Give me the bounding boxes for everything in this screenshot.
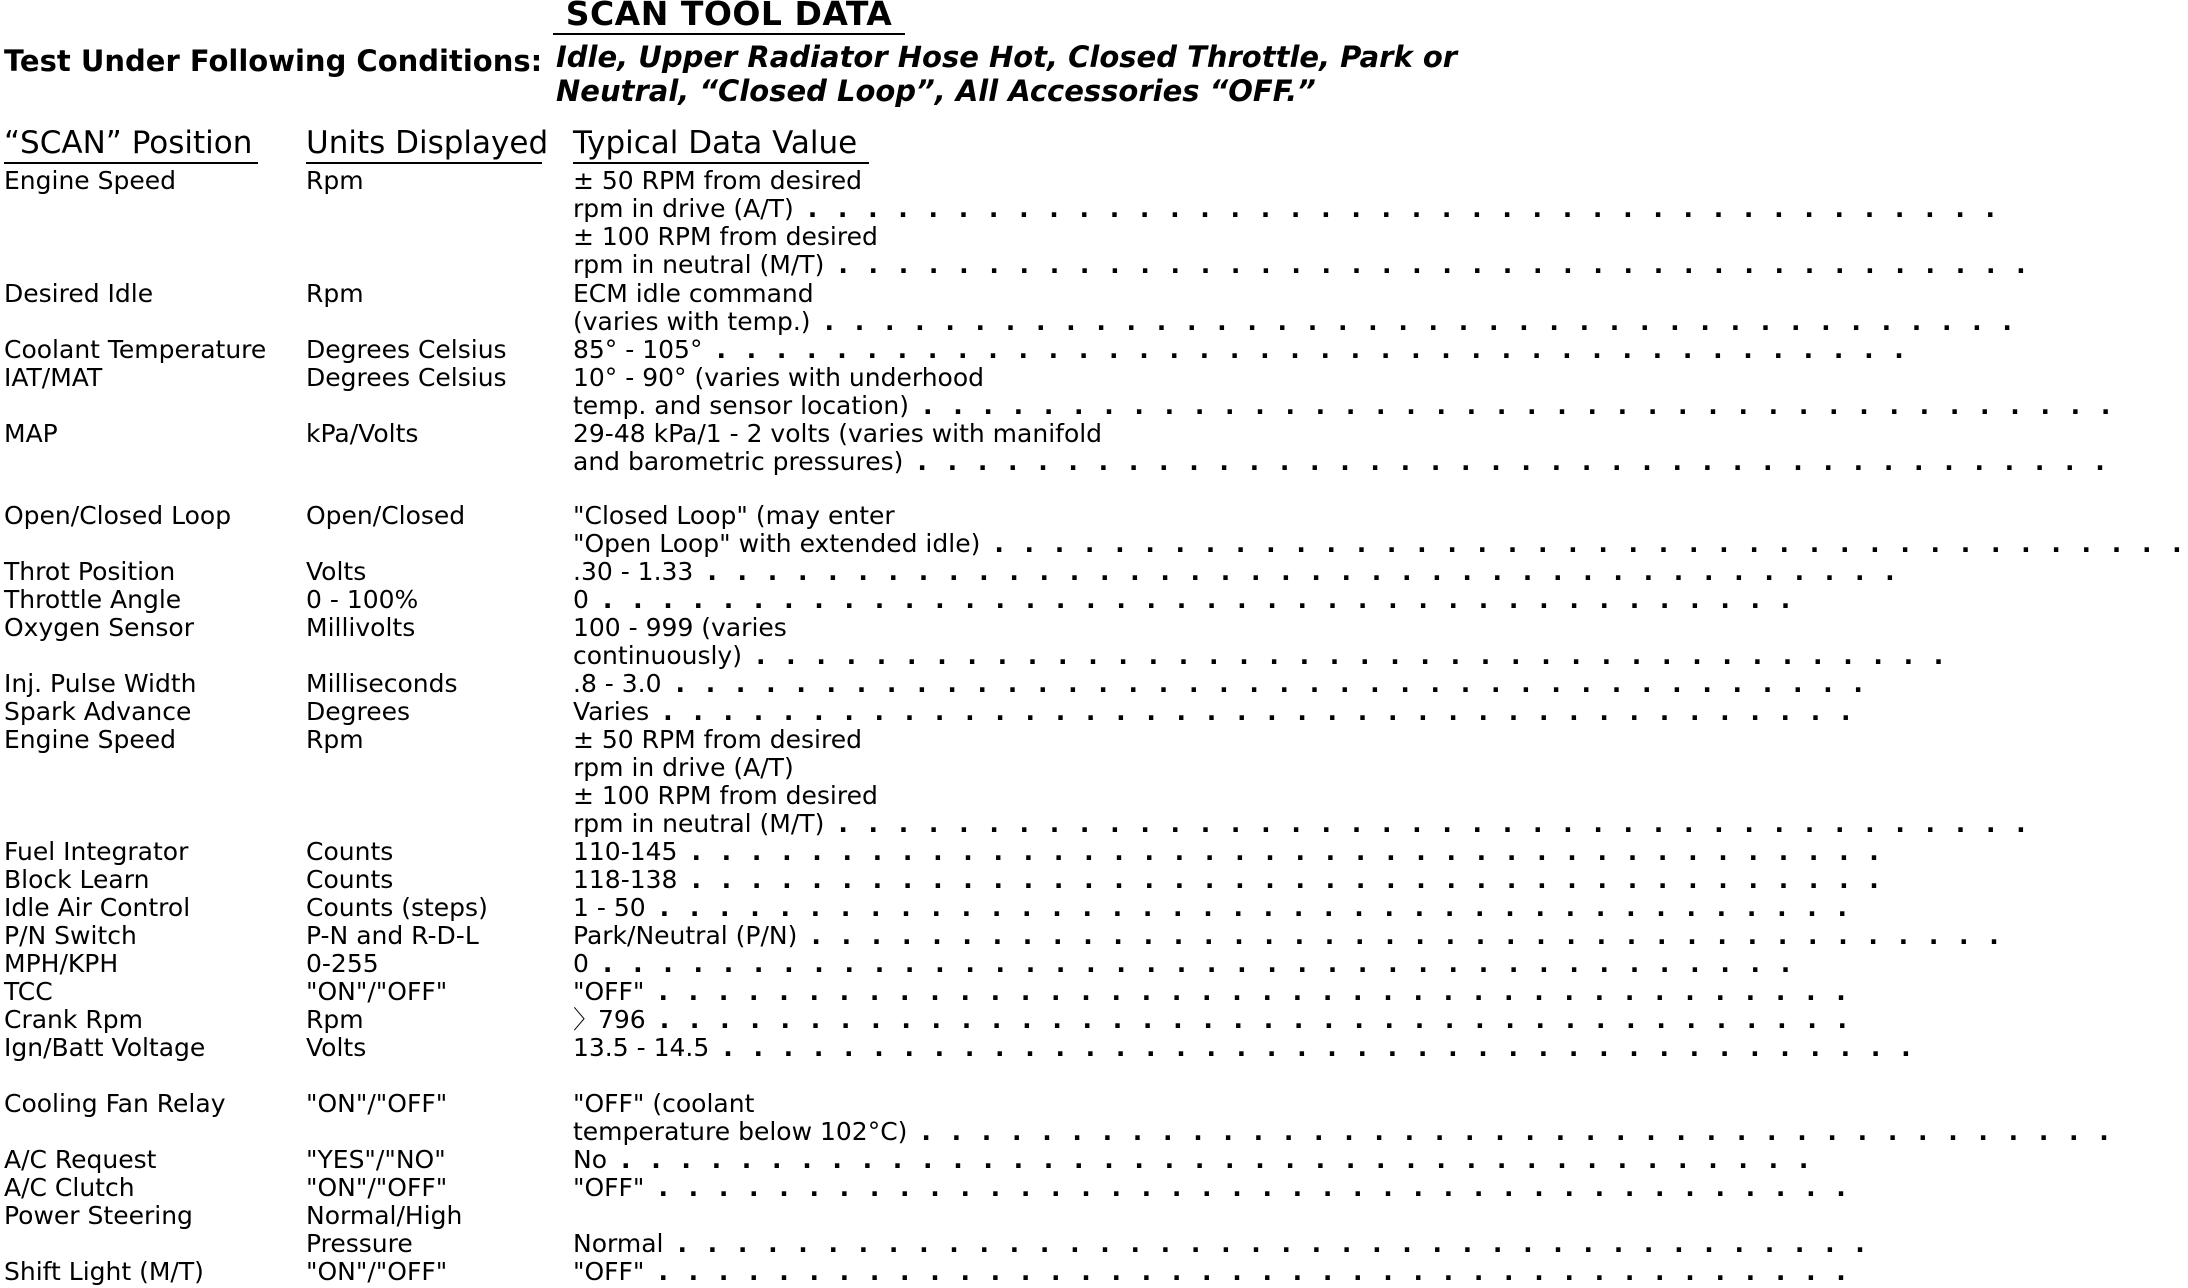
- typical-value-line: [573, 557, 1901, 586]
- dot-leader: . . . . . . . . . . . . . . . . . . . . . . . . . . . . . . . . . . . . . . . .: [807, 194, 2002, 223]
- units-displayed: Degrees: [306, 697, 411, 726]
- dot-leader: . . . . . . . . . . . . . . . . . . . . . . . . . . . . . . . . . . . . . . . .: [917, 447, 2111, 476]
- units-displayed: Counts: [306, 865, 394, 894]
- scan-position: Coolant Temperature: [4, 335, 267, 364]
- typical-value-line: [573, 782, 1118, 810]
- typical-value-line: [573, 1257, 1852, 1286]
- typical-value-line: [573, 949, 1797, 978]
- value-text: No: [573, 1145, 607, 1174]
- scan-position: IAT/MAT: [4, 363, 103, 392]
- typical-value-line: [573, 223, 1118, 251]
- typical-value-line: [573, 194, 2002, 223]
- dot-leader: . . . . . . . . . . . . . . . . . . . . . . . . . . . . . . . . . . . . . . . .: [621, 1145, 1815, 1174]
- value-text: continuously): [573, 641, 742, 670]
- typical-value-line: [573, 726, 1118, 754]
- typical-value-line: [573, 809, 2032, 838]
- units-displayed: "ON"/"OFF": [306, 1173, 448, 1202]
- dot-leader: . . . . . . . . . . . . . . . . . . . . . . . . . . . . . . . . . . . . . . . .: [691, 865, 1885, 894]
- value-text: .8 - 3.0: [573, 669, 662, 698]
- dot-leader: . . . . . . . . . . . . . . . . . . . . . . . . . . . . . . . . . . . . . . . .: [994, 529, 2188, 558]
- typical-value-line: [573, 641, 1950, 670]
- typical-value-line: [573, 1173, 1852, 1202]
- units-displayed: Pressure: [306, 1229, 413, 1258]
- typical-value: [573, 921, 2005, 950]
- scan-position: Cooling Fan Relay: [4, 1089, 226, 1118]
- typical-value-line: [573, 614, 1118, 642]
- scan-position: Ign/Batt Voltage: [4, 1033, 206, 1062]
- scan-position: Oxygen Sensor: [4, 613, 195, 642]
- value-text: (varies with temp.): [573, 307, 811, 336]
- column-header-value: Typical Data Value: [573, 126, 869, 164]
- typical-value-line: [573, 1145, 1815, 1174]
- typical-value-line: [573, 754, 1118, 782]
- scan-position: Shift Light (M/T): [4, 1257, 204, 1286]
- typical-value: [573, 585, 1797, 614]
- dot-leader: . . . . . . . . . . . . . . . . . . . . . . . . . . . . . . . . . . . . . . . .: [923, 391, 2117, 420]
- typical-value-line: [573, 1117, 2115, 1146]
- typical-value-line: [573, 307, 2018, 336]
- dot-leader: . . . . . . . . . . . . . . . . . . . . . . . . . . . . . . . . . . . . . . . .: [716, 335, 1910, 364]
- typical-value: [573, 557, 1901, 586]
- value-text: "OFF": [573, 1173, 645, 1202]
- dot-leader: . . . . . . . . . . . . . . . . . . . . . . . . . . . . . . . . . . . . . . . .: [691, 837, 1885, 866]
- typical-value-line: [573, 837, 1885, 866]
- value-text: rpm in drive (A/T): [573, 194, 794, 223]
- typical-value: [573, 419, 2111, 476]
- scan-position: Inj. Pulse Width: [4, 669, 197, 698]
- dot-leader: . . . . . . . . . . . . . . . . . . . . . . . . . . . . . . . . . . . . . . . .: [707, 557, 1901, 586]
- dot-leader: . . . . . . . . . . . . . . . . . . . . . . . . . . . . . . . . . . . . . . . .: [658, 1173, 1852, 1202]
- value-text: temperature below 102°C): [573, 1117, 908, 1146]
- scan-position: TCC: [4, 977, 53, 1006]
- typical-value: [573, 1173, 1852, 1202]
- dot-leader: . . . . . . . . . . . . . . . . . . . . . . . . . . . . . . . . . . . . . . . .: [921, 1117, 2115, 1146]
- typical-value: [573, 363, 2117, 420]
- scan-position: Open/Closed Loop: [4, 501, 232, 530]
- typical-value-line: [573, 865, 1885, 894]
- value-text: 100 - 999 (varies: [573, 613, 787, 642]
- typical-value-line: [573, 335, 1910, 364]
- value-text: 118-138: [573, 865, 678, 894]
- value-text: .30 - 1.33: [573, 557, 694, 586]
- scan-position: Fuel Integrator: [4, 837, 189, 866]
- units-displayed: Open/Closed: [306, 501, 466, 530]
- scan-position: P/N Switch: [4, 921, 137, 950]
- typical-value-line: [573, 893, 1853, 922]
- units-displayed: Rpm: [306, 1005, 364, 1034]
- typical-value: [573, 613, 1950, 670]
- value-text: 110-145: [573, 837, 678, 866]
- typical-value-line: [573, 250, 2032, 279]
- value-text: "OFF": [573, 977, 645, 1006]
- typical-value: [573, 1005, 1854, 1034]
- typical-value: [573, 166, 2032, 279]
- dot-leader: . . . . . . . . . . . . . . . . . . . . . . . . . . . . . . . . . . . . . . . .: [838, 250, 2032, 279]
- units-displayed: "ON"/"OFF": [306, 977, 448, 1006]
- value-text: rpm in neutral (M/T): [573, 250, 825, 279]
- units-displayed: Counts (steps): [306, 893, 488, 922]
- value-text: rpm in drive (A/T): [573, 753, 794, 782]
- units-displayed: Rpm: [306, 166, 364, 195]
- value-text: ECM idle command: [573, 279, 814, 308]
- scan-position: Block Learn: [4, 865, 150, 894]
- value-text: "OFF": [573, 1257, 645, 1286]
- units-displayed: 0-255: [306, 949, 379, 978]
- typical-value: [573, 949, 1797, 978]
- units-displayed: Rpm: [306, 279, 364, 308]
- value-text: 85° - 105°: [573, 335, 703, 364]
- typical-value: [573, 837, 1885, 866]
- typical-value-line: [573, 697, 1857, 726]
- scan-position: Crank Rpm: [4, 1005, 143, 1034]
- value-text: 29-48 kPa/1 - 2 volts (varies with manifold: [573, 419, 1103, 448]
- value-text: "OFF" (coolant: [573, 1089, 755, 1118]
- scan-position: Throttle Angle: [4, 585, 182, 614]
- units-displayed: Counts: [306, 837, 394, 866]
- scan-position: Idle Air Control: [4, 893, 191, 922]
- typical-value-line: [573, 1033, 1917, 1062]
- typical-value-line: [573, 447, 2111, 476]
- scan-position: A/C Clutch: [4, 1173, 135, 1202]
- typical-value: [573, 725, 2032, 838]
- value-text: 0: [573, 949, 589, 978]
- typical-value-line: [573, 167, 1118, 195]
- dot-leader: . . . . . . . . . . . . . . . . . . . . . . . . . . . . . . . . . . . . . . . .: [659, 893, 1853, 922]
- typical-value-line: [573, 529, 2188, 558]
- typical-value: [573, 1145, 1815, 1174]
- value-text: rpm in neutral (M/T): [573, 809, 825, 838]
- dot-leader: . . . . . . . . . . . . . . . . . . . . . . . . . . . . . . . . . . . . . . . .: [755, 641, 1950, 670]
- typical-value-line: [573, 669, 1869, 698]
- dot-leader: . . . . . . . . . . . . . . . . . . . . . . . . . . . . . . . . . . . . . . . .: [811, 921, 2005, 950]
- dot-leader: . . . . . . . . . . . . . . . . . . . . . . . . . . . . . . . . . . . . . . . .: [677, 1229, 1871, 1258]
- value-text: temp. and sensor location): [573, 391, 910, 420]
- units-displayed: P-N and R-D-L: [306, 921, 479, 950]
- units-displayed: Volts: [306, 1033, 367, 1062]
- scan-position: Engine Speed: [4, 725, 176, 754]
- typical-value-line: [573, 502, 1118, 530]
- units-displayed: Rpm: [306, 725, 364, 754]
- typical-value: [573, 279, 2018, 336]
- value-text: ± 50 RPM from desired: [573, 725, 862, 754]
- scan-position: Power Steering: [4, 1201, 193, 1230]
- conditions-label: Test Under Following Conditions:: [4, 44, 543, 78]
- scan-position: MAP: [4, 419, 58, 448]
- dot-leader: . . . . . . . . . . . . . . . . . . . . . . . . . . . . . . . . . . . . . . . .: [658, 1257, 1852, 1286]
- value-text: and barometric pressures): [573, 447, 904, 476]
- value-text: ± 100 RPM from desired: [573, 781, 878, 810]
- value-text: ± 100 RPM from desired: [573, 222, 878, 251]
- value-text: 0: [573, 585, 589, 614]
- dot-leader: . . . . . . . . . . . . . . . . . . . . . . . . . . . . . . . . . . . . . . . .: [658, 977, 1852, 1006]
- units-displayed: "YES"/"NO": [306, 1145, 446, 1174]
- typical-value-line: [573, 280, 1118, 308]
- typical-value: [573, 893, 1853, 922]
- value-text: 13.5 - 14.5: [573, 1033, 710, 1062]
- typical-value-line: [573, 1005, 1854, 1034]
- units-displayed: 0 - 100%: [306, 585, 419, 614]
- scan-position: A/C Request: [4, 1145, 157, 1174]
- value-text: Varies: [573, 697, 650, 726]
- typical-value: [573, 501, 2188, 558]
- scan-position: Desired Idle: [4, 279, 154, 308]
- typical-value: [573, 865, 1885, 894]
- typical-value-line: [573, 391, 2117, 420]
- value-text: Park/Neutral (P/N): [573, 921, 798, 950]
- units-displayed: Millivolts: [306, 613, 416, 642]
- typical-value: [573, 977, 1852, 1006]
- scan-position: MPH/KPH: [4, 949, 119, 978]
- typical-value-line: [573, 1090, 1118, 1118]
- scan-position: Throt Position: [4, 557, 176, 586]
- dot-leader: . . . . . . . . . . . . . . . . . . . . . . . . . . . . . . . . . . . . . . . .: [824, 307, 2018, 336]
- dot-leader: . . . . . . . . . . . . . . . . . . . . . . . . . . . . . . . . . . . . . . . .: [723, 1033, 1917, 1062]
- dot-leader: . . . . . . . . . . . . . . . . . . . . . . . . . . . . . . . . . . . . . . . .: [675, 669, 1869, 698]
- scan-position: Engine Speed: [4, 166, 176, 195]
- typical-value-line: [573, 977, 1852, 1006]
- units-displayed: Milliseconds: [306, 669, 458, 698]
- typical-value: [573, 335, 1910, 364]
- typical-value: [573, 1229, 1871, 1258]
- units-displayed: Volts: [306, 557, 367, 586]
- page-title: SCAN TOOL DATA: [553, 0, 905, 35]
- units-displayed: "ON"/"OFF": [306, 1089, 448, 1118]
- value-text: ± 50 RPM from desired: [573, 166, 862, 195]
- typical-value: [573, 1089, 2115, 1146]
- typical-value: [573, 669, 1869, 698]
- typical-value-line: [573, 364, 1118, 392]
- typical-value-line: [573, 1229, 1871, 1258]
- typical-value: [573, 1202, 1118, 1230]
- column-header-position: “SCAN” Position: [4, 126, 258, 164]
- typical-value: [573, 1257, 1852, 1286]
- typical-value: [573, 697, 1857, 726]
- dot-leader: . . . . . . . . . . . . . . . . . . . . . . . . . . . . . . . . . . . . . . . .: [659, 1005, 1854, 1034]
- typical-value-line: [573, 1202, 1118, 1230]
- value-text: "Open Loop" with extended idle): [573, 529, 981, 558]
- dot-leader: . . . . . . . . . . . . . . . . . . . . . . . . . . . . . . . . . . . . . . . .: [838, 809, 2032, 838]
- typical-value: [573, 1033, 1917, 1062]
- value-text: 10° - 90° (varies with underhood: [573, 363, 984, 392]
- value-text: 1 - 50: [573, 893, 646, 922]
- value-text: Normal: [573, 1229, 664, 1258]
- typical-value-line: [573, 921, 2005, 950]
- conditions-text: Idle, Upper Radiator Hose Hot, Closed Throttle, Park or Neutral, “Closed Loop”, All Accessories “OFF.”: [556, 40, 1458, 108]
- value-text: "Closed Loop" (may enter: [573, 501, 895, 530]
- units-displayed: Normal/High: [306, 1201, 463, 1230]
- units-displayed: "ON"/"OFF": [306, 1257, 448, 1286]
- dot-leader: . . . . . . . . . . . . . . . . . . . . . . . . . . . . . . . . . . . . . . . .: [663, 697, 1857, 726]
- typical-value-line: [573, 585, 1797, 614]
- units-displayed: Degrees Celsius: [306, 363, 507, 392]
- units-displayed: Degrees Celsius: [306, 335, 507, 364]
- scan-position: Spark Advance: [4, 697, 192, 726]
- dot-leader: . . . . . . . . . . . . . . . . . . . . . . . . . . . . . . . . . . . . . . . .: [602, 585, 1797, 614]
- value-text: 〉796: [573, 1005, 646, 1034]
- typical-value-line: [573, 420, 1118, 448]
- dot-leader: . . . . . . . . . . . . . . . . . . . . . . . . . . . . . . . . . . . . . . . .: [602, 949, 1797, 978]
- units-displayed: kPa/Volts: [306, 419, 419, 448]
- column-header-units: Units Displayed: [306, 126, 542, 164]
